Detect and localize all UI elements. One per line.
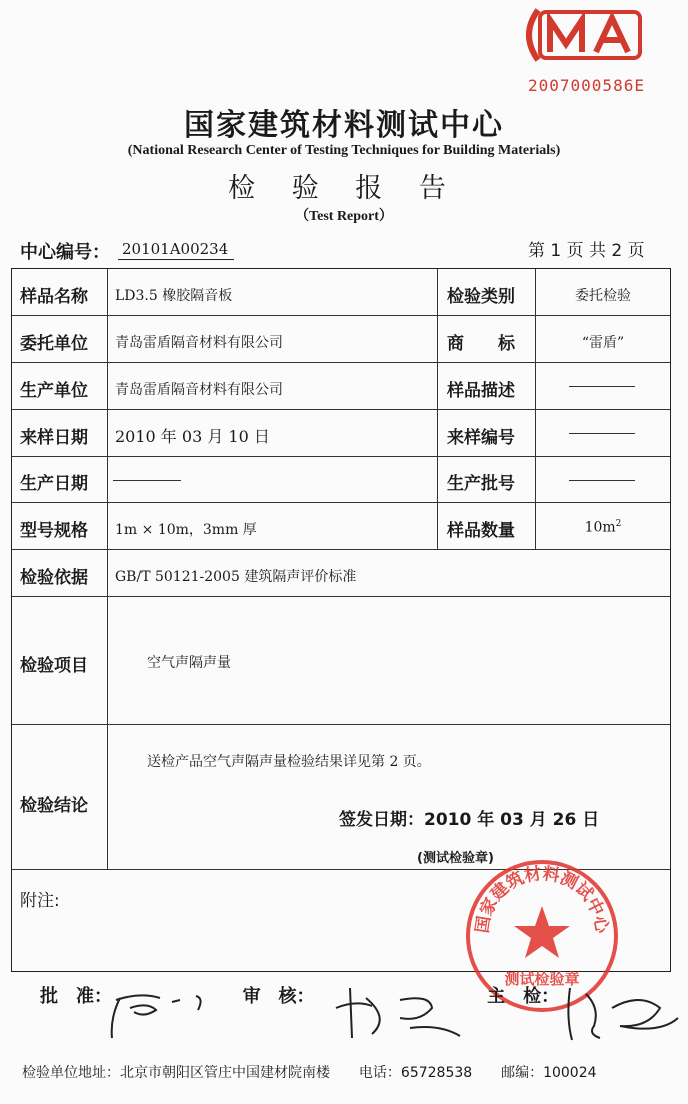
row-divider — [12, 502, 670, 503]
row-divider — [12, 409, 670, 410]
handwritten-signatures — [100, 978, 680, 1048]
review-label: 审 核： — [242, 986, 315, 1007]
model-spec-value: 1m × 10m，3mm 厚 — [115, 522, 257, 538]
center-title-en: (National Research Center of Testing Techniques for Building Materials) — [127, 143, 561, 158]
sample-qty-unit-power: 2 — [615, 519, 622, 529]
row-divider — [12, 362, 670, 363]
seal-subtext: 测试检验章 — [504, 970, 580, 988]
approve-label: 批 准： — [40, 986, 112, 1007]
empty-dash — [113, 480, 181, 481]
items-label: 检验项目 — [20, 656, 88, 676]
sample-name-value: LD3.5 橡胶隔音板 — [115, 288, 233, 304]
client-label: 委托单位 — [20, 334, 88, 354]
row-divider — [12, 724, 670, 725]
report-title: 检 验 报 告 — [228, 173, 460, 204]
sample-no-label: 来样编号 — [447, 428, 515, 448]
manufacturer-label: 生产单位 — [20, 381, 88, 401]
inspection-type-label: 检验类别 — [447, 287, 515, 307]
sample-qty-value — [535, 519, 671, 536]
conclusion-text: 送检产品空气声隔声量检验结果详见第 2 页。 — [147, 754, 431, 770]
conclusion-label: 检验结论 — [20, 796, 88, 816]
postcode: 邮编：100024 — [501, 1065, 597, 1081]
manufacturer-value: 青岛雷盾隔音材料有限公司 — [115, 382, 283, 398]
page-info: 第 1 页 共 2 页 — [528, 241, 645, 261]
row-divider — [12, 549, 670, 550]
items-value: 空气声隔声量 — [147, 655, 231, 671]
footer — [22, 1062, 597, 1082]
center-title: 国家建筑材料测试中心 — [184, 108, 504, 143]
production-date-label: 生产日期 — [20, 474, 88, 494]
inspection-type-value: 委托检验 — [575, 288, 631, 304]
batch-no-label: 生产批号 — [447, 474, 515, 494]
phone: 电话：65728538 — [358, 1065, 473, 1081]
col-divider — [535, 269, 536, 549]
row-divider — [12, 596, 670, 597]
sample-name-label: 样品名称 — [20, 287, 88, 307]
client-value: 青岛雷盾隔音材料有限公司 — [115, 335, 283, 351]
empty-dash — [569, 386, 635, 387]
sample-date-label: 来样日期 — [20, 428, 88, 448]
sample-qty-number: 10m — [584, 519, 616, 536]
notes-label: 附注: — [20, 891, 60, 911]
brand-value: “雷盾” — [581, 335, 625, 351]
cert-number: 2007000586E — [528, 76, 645, 95]
brand-label: 商 标 — [447, 334, 515, 354]
main-inspector-label: 主 检： — [487, 986, 560, 1007]
center-number: 20101A00234 — [118, 240, 234, 260]
model-spec-label: 型号规格 — [20, 521, 88, 541]
center-number-label: 中心编号： — [20, 242, 110, 263]
col-divider — [107, 269, 108, 869]
seal-text: 国家建筑材料测试中心 — [472, 863, 612, 935]
empty-dash — [569, 480, 635, 481]
seal-note: (测试检验章) — [417, 851, 494, 866]
row-divider — [12, 456, 670, 457]
report-title-en: （Test Report） — [295, 209, 393, 224]
cma-logo — [516, 4, 648, 66]
col-divider — [437, 269, 438, 549]
issue-date: 签发日期：2010 年 03 月 26 日 — [339, 810, 600, 830]
sample-qty-label: 样品数量 — [447, 521, 515, 541]
address: 检验单位地址：北京市朝阳区管庄中国建材院南楼 — [22, 1065, 330, 1081]
basis-label: 检验依据 — [20, 568, 88, 588]
row-divider — [12, 315, 670, 316]
empty-dash — [569, 433, 635, 434]
basis-value: GB/T 50121-2005 建筑隔声评价标准 — [115, 569, 357, 585]
sample-desc-label: 样品描述 — [447, 381, 515, 401]
sample-date-value: 2010 年 03 月 10 日 — [115, 427, 270, 446]
